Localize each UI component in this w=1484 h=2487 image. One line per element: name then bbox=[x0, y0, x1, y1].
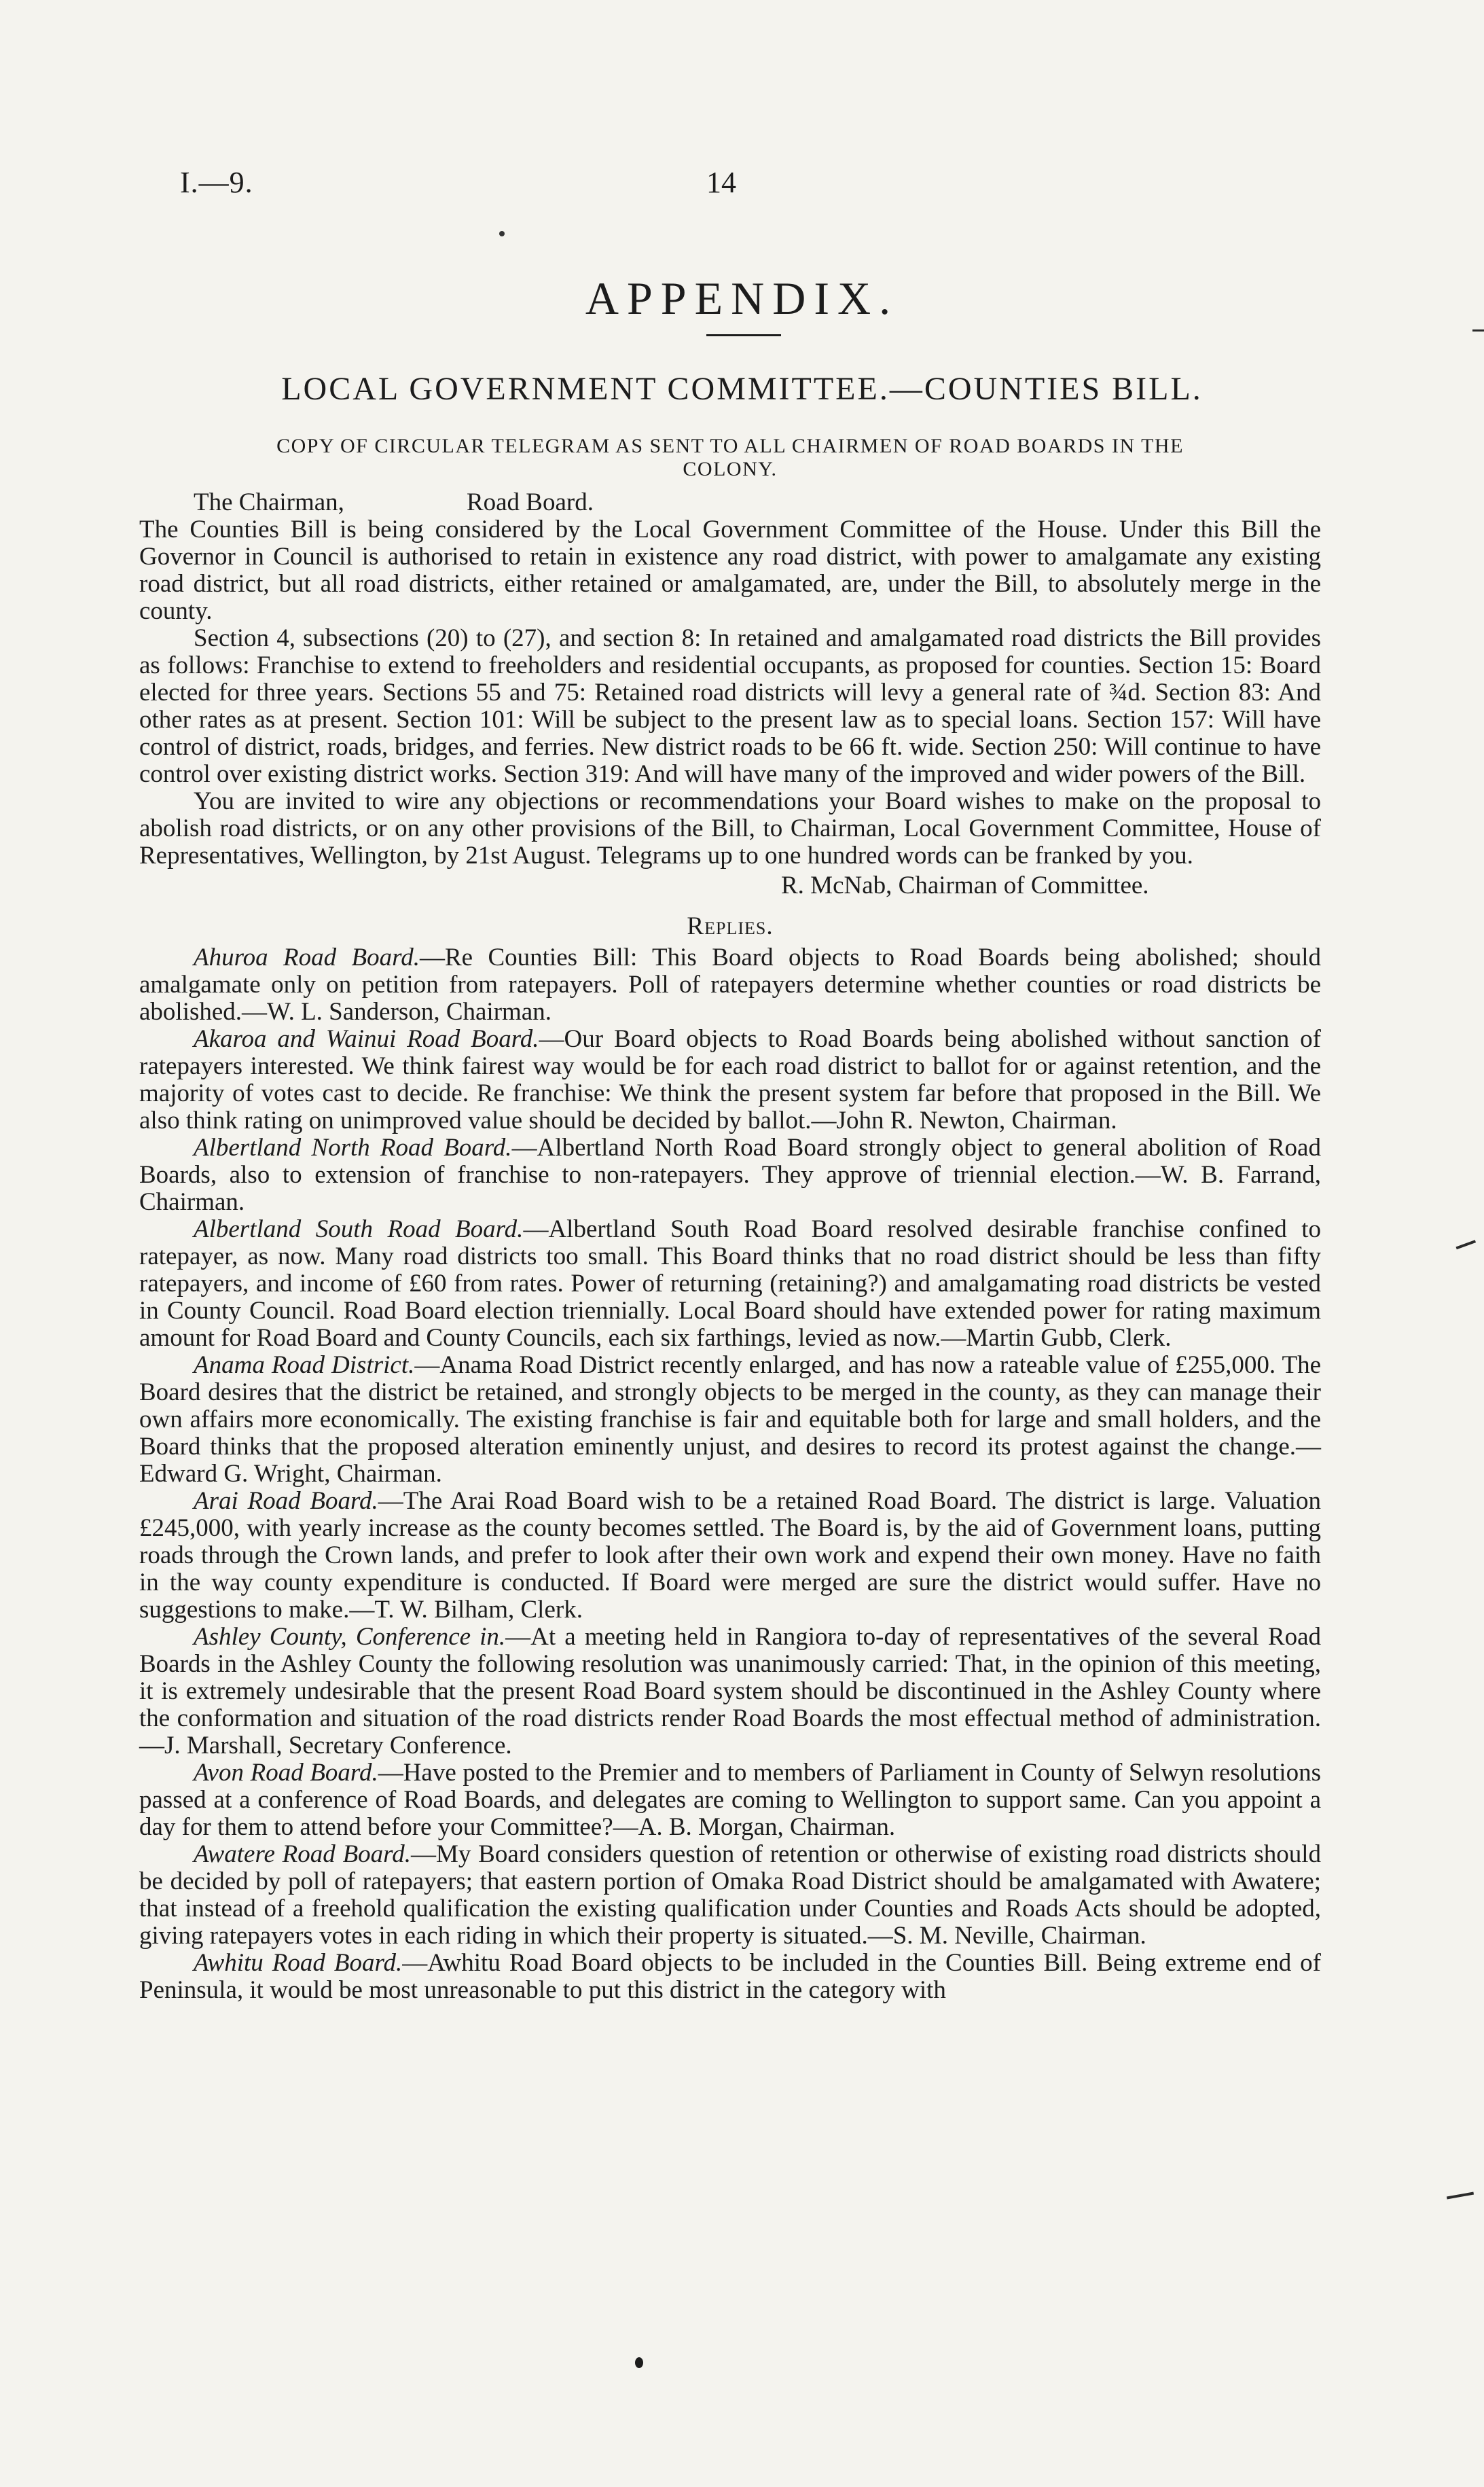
replies-heading: Replies. bbox=[687, 912, 774, 940]
reply-entry bbox=[139, 1352, 1321, 1488]
reply-text: —Albertland North Road Board strongly object to general abolition of Road Boards, also to extension of franchise to non-ratepayers. They approve of triennial election.—W. B. Farrand, Chairman. bbox=[139, 1134, 1321, 1216]
reply-board-name: Awhitu Road Board. bbox=[194, 1949, 403, 1977]
replies-list bbox=[139, 944, 1321, 2004]
reply-text: —At a meeting held in Rangiora to-day of representatives of the several Road Boards in the Ashley County the following resolution was unanimously carried: That, in the opinion of this meeting, it is extremely undesirable that the present Road Board system should be discontinued in the Ashley County where the conformation and situation of the road districts render Road Boards the most effectual method of administration.—J. Marshall, Secretary Conference. bbox=[139, 1623, 1322, 1759]
circular-heading-line-1: COPY OF CIRCULAR TELEGRAM AS SENT TO ALL CHAIRMEN OF ROAD BOARDS IN THE bbox=[276, 435, 1184, 457]
reply-text: —Anama Road District recently enlarged, and has now a rateable value of £255,000. The Board desires that the district be retained, and strongly objects to be merged in the county, as they can manage their own affairs more economically. The existing franchise is fair and equitable both for large and small holders, and the Board thinks that the proposed alteration eminently unjust, and desires to record its protest against the change.—Edward G. Wright, Chairman. bbox=[139, 1351, 1321, 1488]
reply-entry bbox=[139, 944, 1321, 1026]
reply-board-name: Ahuroa Road Board. bbox=[194, 944, 420, 971]
reply-board-name: Ashley County, Conference in. bbox=[194, 1623, 506, 1651]
reply-entry bbox=[139, 1488, 1321, 1624]
circular-signature: R. McNab, Chairman of Committee. bbox=[781, 872, 1149, 899]
document-body bbox=[139, 435, 1321, 2004]
addressee-road-board: Road Board. bbox=[466, 488, 594, 516]
margin-mark bbox=[1456, 1240, 1479, 1255]
circular-heading-line-2: COLONY. bbox=[683, 458, 778, 480]
circular-heading bbox=[139, 435, 1321, 481]
document-reference: I.—9. bbox=[180, 166, 253, 199]
reply-text: —Have posted to the Premier and to members of Parliament in County of Selwyn resolutions passed at a conference of Road Boards, and delegates are coming to Wellington to support same. Can you appoint a day for them to attend before your Committee?—A. B. Morgan, Chairman. bbox=[139, 1759, 1321, 1841]
reply-board-name: Anama Road District. bbox=[194, 1351, 415, 1379]
page-number: 14 bbox=[706, 166, 736, 199]
reply-text: —The Arai Road Board wish to be a retained Road Board. The district is large. Valuation £245,000, with yearly increase as the county becomes settled. The Board is, by the aid of Government loans, putting roads through the Crown lands, and prefer to look after their own work and expend their own money. Have no faith in the way county expenditure is conducted. If Board were merged are sure the district would suffer. Have no suggestions to make.—T. W. Bilham, Clerk. bbox=[139, 1487, 1321, 1624]
reply-board-name: Awatere Road Board. bbox=[194, 1840, 411, 1868]
reply-text: —Awhitu Road Board objects to be included in the Counties Bill. Being extreme end of Peninsula, it would be most unreasonable to put this district in the category with bbox=[139, 1949, 1321, 2004]
margin-mark bbox=[1472, 329, 1484, 332]
circular-paragraph-1: The Counties Bill is being considered by the Local Government Committee of the House. Under this Bill the Governor in Council is authorised to retain in existence any road district, with power to amalgamate any existing road district, but all road districts, either retained or amalgamated, are, under the Bill, to absolutely merge in the county. bbox=[139, 516, 1321, 625]
reply-board-name: Akaroa and Wainui Road Board. bbox=[194, 1025, 539, 1053]
circular-paragraph-3: You are invited to wire any objections or recommendations your Board wishes to make on the proposal to abolish road districts, or on any other provisions of the Bill, to Chairman, Local Government Committee, House of Representatives, Wellington, by 21st August. Telegrams up to one hundred words can be franked by you. bbox=[139, 787, 1321, 870]
reply-entry bbox=[139, 1216, 1321, 1352]
margin-mark bbox=[1447, 2192, 1474, 2200]
reply-text: —My Board considers question of retention or otherwise of existing road districts should be decided by poll of ratepayers; that eastern portion of Omaka Road District should be amalgamated with Awatere; that instead of a freehold qualification the existing qualification under Counties and Roads Acts should be adopted, giving ratepayers votes in each riding in which their property is situated.—S. M. Neville, Chairman. bbox=[139, 1840, 1321, 1950]
reply-text: —Our Board objects to Road Boards being abolished without sanction of ratepayers interested. We think fairest way would be for each road district to ballot for or against retention, and the majority of votes cast to decide. Re franchise: We think the present system far before that proposed in the Bill. We also think rating on unimproved value should be decided by ballot.—John R. Newton, Chairman. bbox=[139, 1025, 1321, 1134]
page-subtitle: LOCAL GOVERNMENT COMMITTEE.—COUNTIES BILL. bbox=[281, 371, 1203, 407]
reply-board-name: Arai Road Board. bbox=[194, 1487, 378, 1515]
reply-entry bbox=[139, 1950, 1321, 2004]
print-speck bbox=[499, 231, 505, 236]
reply-text: —Re Counties Bill: This Board objects to Road Boards being abolished; should amalgamate only on petition from ratepayers. Poll of ratepayers determine whether counties or road districts be abolished.—W. L. Sanderson, Chairman. bbox=[139, 944, 1322, 1026]
page-bullet-mark bbox=[635, 2357, 643, 2368]
page-title: APPENDIX. bbox=[585, 272, 899, 324]
reply-board-name: Avon Road Board. bbox=[194, 1759, 378, 1787]
reply-board-name: Albertland North Road Board. bbox=[194, 1134, 512, 1162]
reply-entry bbox=[139, 1759, 1321, 1841]
reply-text: —Albertland South Road Board resolved desirable franchise confined to ratepayer, as now. Many road districts too small. This Board thinks that no road district should be less than fifty ratepayers, and income of £60 from rates. Power of returning (retaining?) and amalgamating road districts be vested in County Council. Road Board election triennially. Local Board should have extended power for rating maximum amount for Road Board and County Councils, each six farthings, levied as now.—Martin Gubb, Clerk. bbox=[139, 1215, 1321, 1352]
circular-paragraph-2: Section 4, subsections (20) to (27), and section 8: In retained and amalgamated road districts the Bill provides as follows: Franchise to extend to freeholders and residential occupants, as proposed for counties. Section 15: Board elected for three years. Sections 55 and 75: Retained road districts will levy a general rate of ¾d. Section 83: And other rates as at present. Section 101: Will be subject to the present law as to special loans. Section 157: Will have control of district, roads, bridges, and ferries. New district roads to be 66 ft. wide. Section 250: Will continue to have control over existing district works. Section 319: And will have many of the improved and wider powers of the Bill. bbox=[139, 624, 1321, 788]
addressee-chairman: The Chairman, bbox=[194, 488, 344, 516]
reply-board-name: Albertland South Road Board. bbox=[194, 1215, 524, 1243]
circular-addressee bbox=[139, 489, 1321, 516]
reply-entry bbox=[139, 1624, 1321, 1759]
reply-entry bbox=[139, 1841, 1321, 1950]
reply-entry bbox=[139, 1134, 1321, 1216]
title-underline bbox=[706, 334, 781, 336]
reply-entry bbox=[139, 1026, 1321, 1134]
